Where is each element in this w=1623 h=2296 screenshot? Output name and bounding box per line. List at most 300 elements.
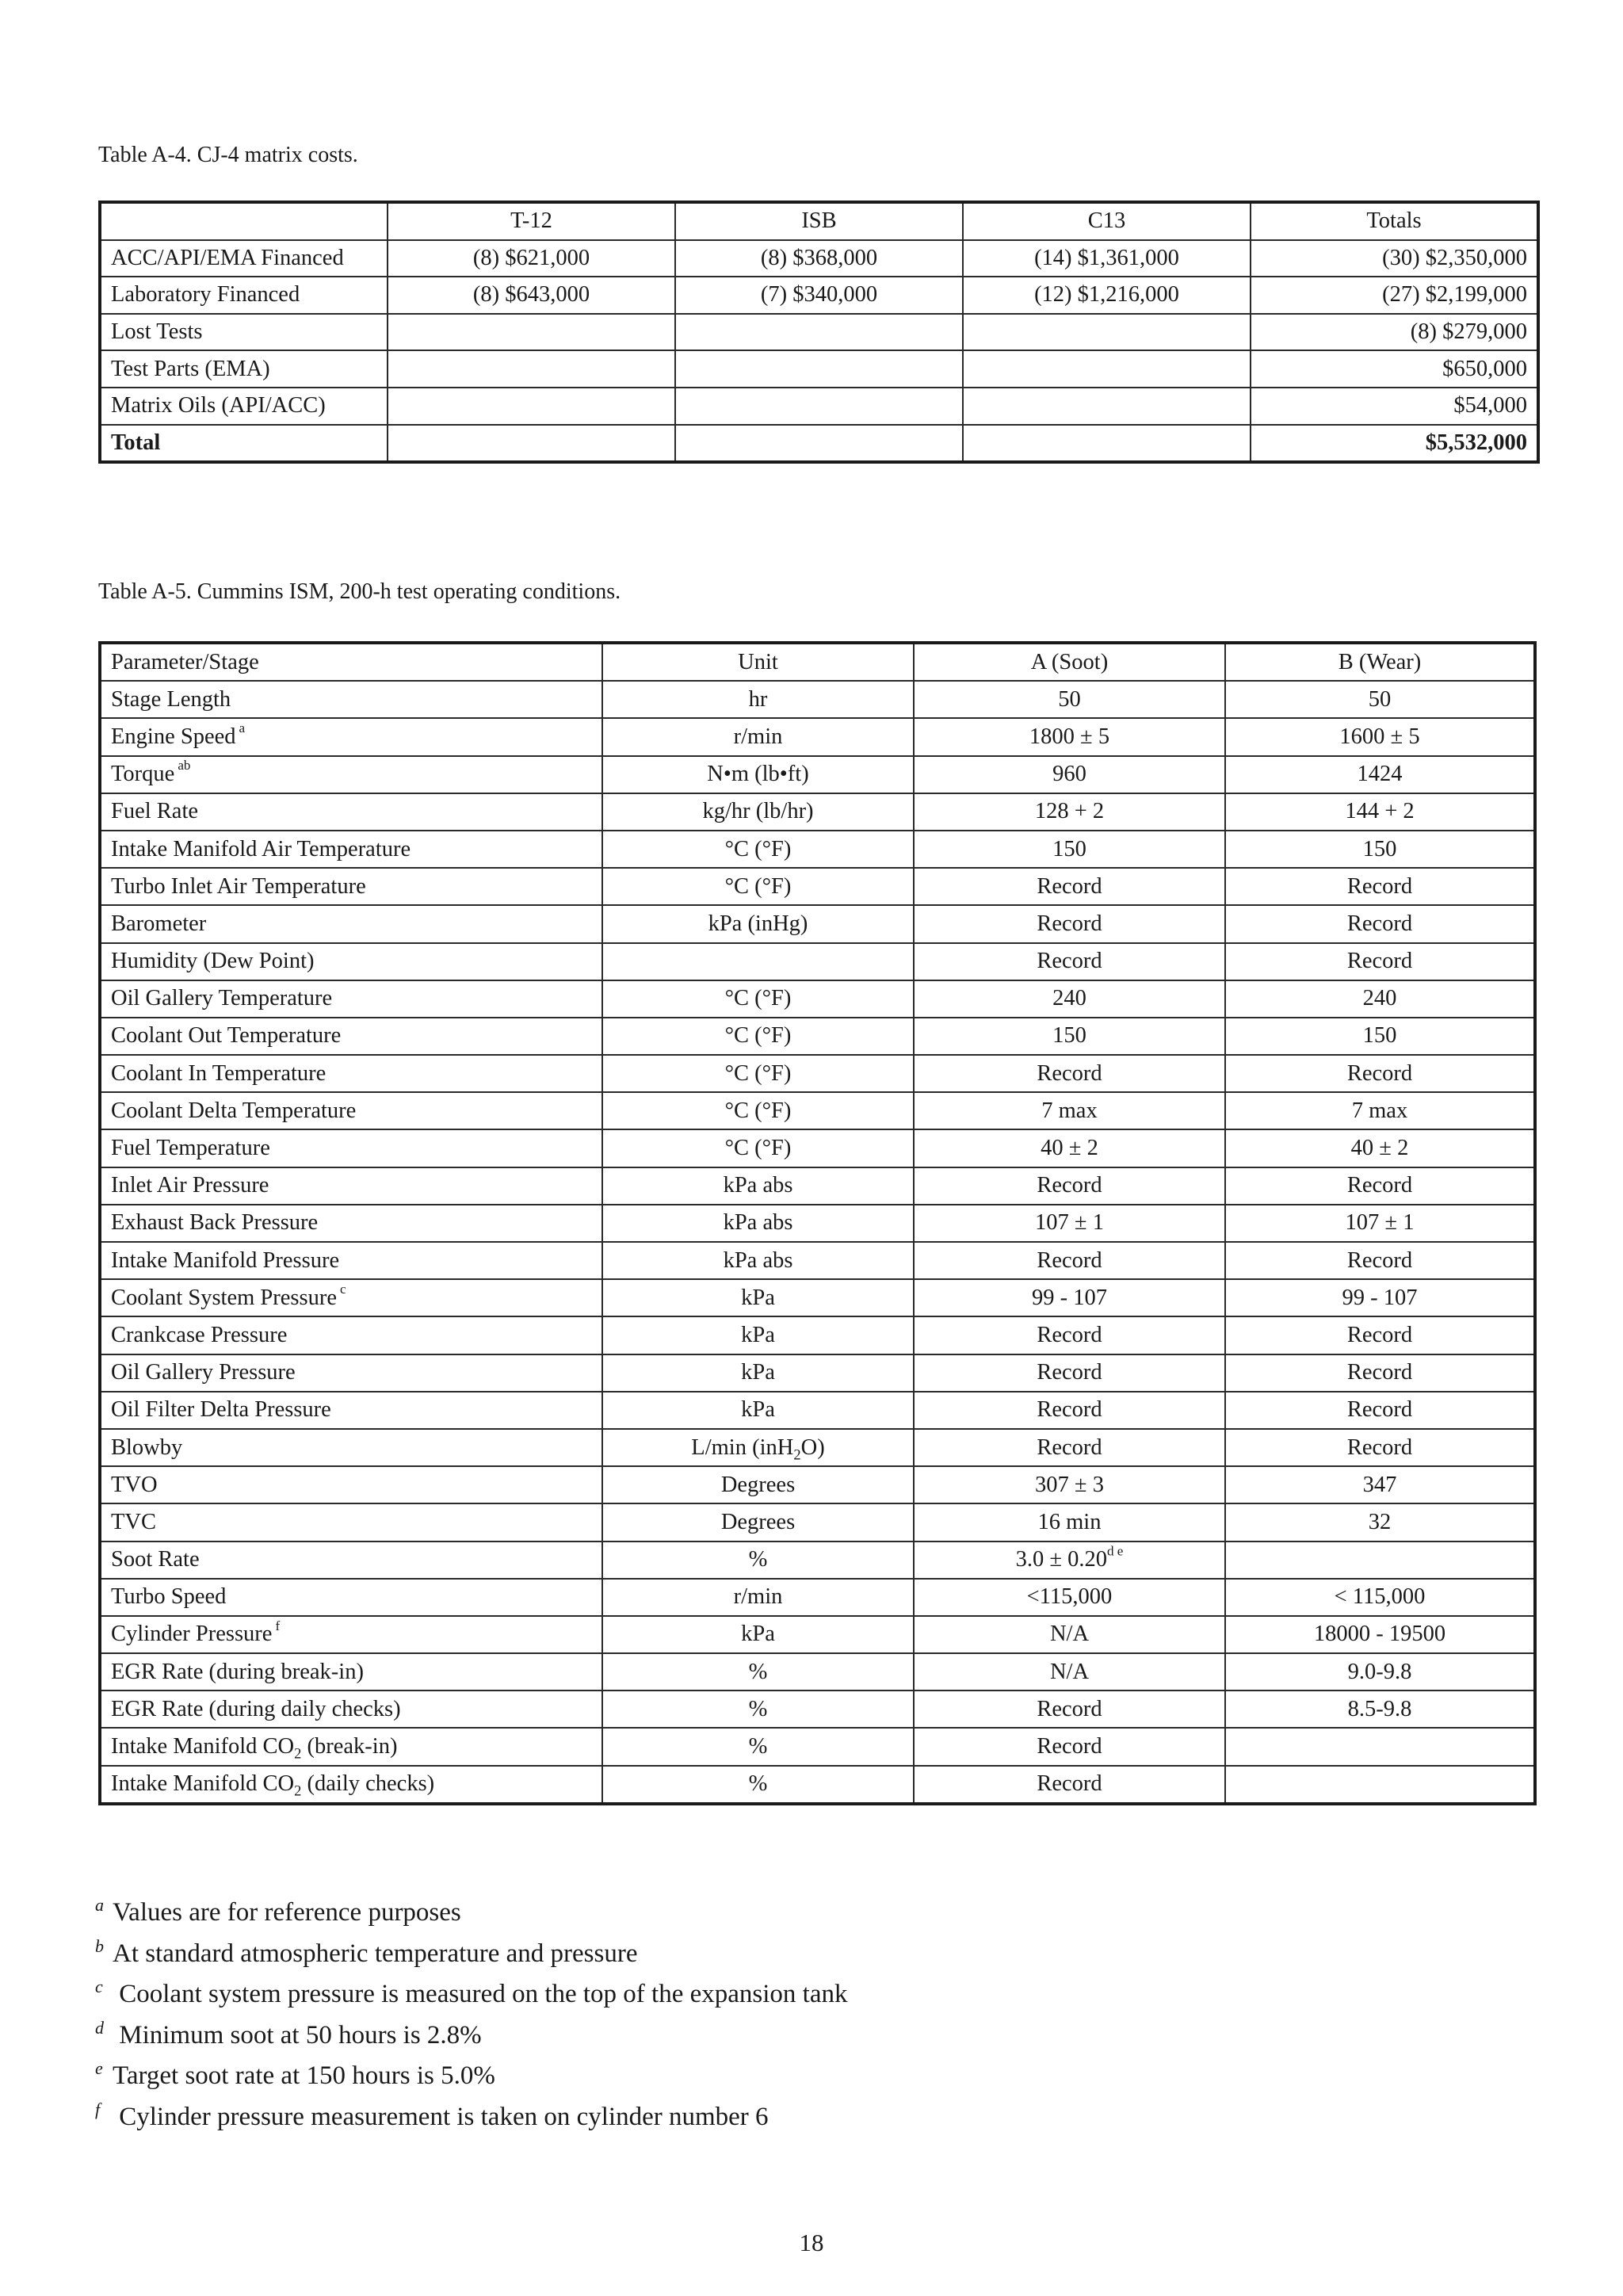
operating-conditions-body [100,643,1535,1804]
cell-text: < 115,000 [1334,1584,1426,1610]
cell-text: 40 ± 2 [1350,1136,1409,1161]
cell-text: EGR Rate (during daily checks) [111,1696,401,1721]
cell-text: 144 + 2 [1345,799,1415,824]
footnote-ref: c [340,1282,346,1297]
table-cell [1225,793,1535,831]
table-row [100,1018,1535,1055]
table-cell [602,1018,914,1055]
table-cell [100,1766,602,1804]
cell-text: 240 [1362,986,1397,1011]
cell-text: Blowby [111,1435,183,1460]
cell-text: N/A [1049,1659,1090,1684]
table-cell [1225,980,1535,1018]
cell-text: kPa abs [723,1247,793,1273]
cell-text: 1600 ± 5 [1339,724,1420,749]
cell-text: 9.0-9.8 [1347,1659,1412,1684]
table-cell [1225,1541,1535,1579]
cell-text: Coolant In Temperature [111,1060,327,1086]
table-cell: (12) $1,216,000 [963,277,1251,314]
cell-text: Record [1037,1435,1102,1460]
table-cell [100,1129,602,1167]
table-row [100,1354,1535,1392]
table-cell [914,1055,1225,1092]
cell-text: °C (°F) [724,836,792,861]
table-cell [914,1354,1225,1392]
table-cell [100,1279,602,1316]
cell-text: Barometer [111,911,207,936]
table-cell [914,1728,1225,1765]
table-cell [602,756,914,793]
cell-text: kPa abs [723,1210,793,1236]
cell-text: Intake Manifold $CO_2$ (daily checks) [111,1771,435,1800]
table-cell [1225,1242,1535,1279]
table-cell [1225,1766,1535,1804]
cell-text: Degrees [720,1509,796,1534]
cell-text: TVC [111,1509,156,1534]
table-cell [602,718,914,755]
table-row [100,1279,1535,1316]
cell-text: Record [1346,1360,1413,1385]
cell-text: 347 [1362,1472,1397,1497]
cell-text: 107 ± 1 [1345,1210,1415,1236]
table-row [100,1690,1535,1728]
table-cell [914,1429,1225,1466]
cell-text: % [748,1696,768,1721]
table-cell [100,1503,602,1541]
table-cell: (14) $1,361,000 [963,240,1251,277]
table-cell [1225,1429,1535,1466]
table-cell [100,905,602,942]
cell-text: N/A [1049,1622,1090,1647]
cell-text: Record [1346,1322,1413,1347]
table-cell [914,1205,1225,1242]
cell-text: Oil Filter Delta Pressure [111,1397,331,1423]
table-cell [675,350,963,388]
table-cell [914,1092,1225,1129]
cell-text: Record [1346,1247,1413,1273]
table-cell [100,1541,602,1579]
cell-text: 8.5-9.8 [1347,1696,1412,1721]
footnote [95,1930,847,1971]
cell-text: 7 max [1351,1098,1408,1123]
table-cell [100,1354,602,1392]
table-cell: ACC/API/EMA Financed [100,240,388,277]
footnote-mark: b [95,1935,104,1956]
cell-text: Record [1037,949,1102,974]
header-cell: Parameter/Stage [100,643,602,681]
table-cell [1225,1092,1535,1129]
cell-text: °C (°F) [724,1098,792,1123]
table-cell [1225,681,1535,718]
cell-text: Exhaust Back Pressure [111,1210,319,1236]
footnote-text: At standard atmospheric temperature and pressure [113,1939,638,1968]
cell-text: Turbo Speed [111,1584,227,1610]
table-cell [602,1167,914,1205]
table-cell [914,1579,1225,1616]
table-total-row [100,425,1538,463]
table-cell [100,756,602,793]
cell-text: 128 + 2 [1034,799,1105,824]
table-row [100,1055,1535,1092]
table-cell [914,1653,1225,1690]
table-cell [914,943,1225,980]
cell-text: °C (°F) [724,1136,792,1161]
cell-text: Record [1037,1360,1102,1385]
cell-text: % [748,1734,768,1759]
table-cell [100,1579,602,1616]
table-row [100,1429,1535,1466]
table-cell [963,314,1251,351]
footnote-mark: e [95,2058,103,2079]
cell-text: Intake Manifold Pressure [111,1247,340,1273]
table-cell [602,793,914,831]
cell-text: Record [1346,1173,1413,1198]
cell-text: 99 - 107 [1032,1285,1107,1310]
table-cell [1225,1503,1535,1541]
cell-text: Intake Manifold $CO_2$ (break-in) [111,1734,398,1763]
cell-text: 150 [1362,1023,1397,1049]
cell-text: hr [748,686,768,712]
table-cell [1225,718,1535,755]
cell-text: kPa [741,1397,775,1423]
table-row [100,1766,1535,1804]
table-cell [100,681,602,718]
cell-text: 16 min [1037,1509,1102,1534]
cell-text: 3.0 ± 0.20 [1015,1547,1107,1572]
footnote [95,2093,847,2134]
cell-text: kPa (inHg) [708,911,808,936]
table-cell [602,831,914,868]
table-row [100,277,1538,314]
operating-conditions-table [98,641,1537,1805]
cell-text: Record [1037,1734,1102,1759]
table-cell [963,388,1251,425]
table-row [100,793,1535,831]
table-row [100,905,1535,942]
table-cell [602,1129,914,1167]
cell-text: Intake Manifold Air Temperature [111,836,411,861]
table-cell: Lost Tests [100,314,388,351]
cell-text: TVO [111,1472,158,1497]
cell-text: Oil Gallery Temperature [111,986,333,1011]
header-cell: Totals [1251,202,1538,240]
table-row [100,681,1535,718]
table-cell: (30) $2,350,000 [1251,240,1538,277]
cell-text: Degrees [720,1472,796,1497]
table-cell [914,793,1225,831]
table-cell: Test Parts (EMA) [100,350,388,388]
table-cell [388,314,675,351]
table-row [100,1129,1535,1167]
table-cell: Matrix Oils (API/ACC) [100,388,388,425]
cell-text: Record [1037,1060,1102,1086]
table-cell [602,1466,914,1503]
footnote-text: Minimum soot at 50 hours is 2.8% [113,2020,482,2050]
table-row [100,980,1535,1018]
table-cell [1225,1690,1535,1728]
cell-text: Record [1037,1247,1102,1273]
table-cell [602,1392,914,1429]
cell-text: r/min [733,724,783,749]
cell-text: 40 ± 2 [1041,1136,1098,1161]
table-cell [100,1728,602,1765]
cell-text: Record [1346,1435,1413,1460]
table-cell [1225,1354,1535,1392]
cell-text: Coolant Out Temperature [111,1023,342,1049]
table-cell [1225,1466,1535,1503]
cell-text: r/min [733,1584,783,1610]
table-cell: $54,000 [1251,388,1538,425]
table-cell [914,1316,1225,1354]
table-row [100,1466,1535,1503]
table-cell [914,756,1225,793]
table-cell [675,314,963,351]
cell-text: kPa [741,1285,775,1310]
cell-text: Fuel Temperature [111,1136,270,1161]
table-cell [602,1055,914,1092]
table-row [100,1092,1535,1129]
cell-text: 99 - 107 [1342,1285,1418,1310]
cell-text: <115,000 [1026,1584,1113,1610]
cell-text: Record [1037,1771,1102,1797]
table-cell [914,1018,1225,1055]
table-cell [100,1429,602,1466]
table-cell [388,388,675,425]
cell-text: % [748,1659,768,1684]
table-cell [1225,1018,1535,1055]
cell-text: °C (°F) [724,986,792,1011]
table-cell [914,1129,1225,1167]
table-cell [602,1316,914,1354]
footnote-ref: a [239,720,246,736]
footnote-mark: c [95,1977,103,1997]
table-cell [1225,831,1535,868]
cell-text: Inlet Air Pressure [111,1173,269,1198]
table-cell [602,1092,914,1129]
table-cell [1225,1129,1535,1167]
table-cell [602,1429,914,1466]
table-cell [602,1616,914,1653]
table-cell [1225,905,1535,942]
table-cell [602,681,914,718]
cell-text: Record [1037,1696,1102,1721]
table-cell [388,425,675,463]
table-cell [602,1354,914,1392]
table-cell [602,1541,914,1579]
table-cell [914,1242,1225,1279]
table-cell: (8) $621,000 [388,240,675,277]
table-row [100,718,1535,755]
table-cell [1225,1392,1535,1429]
cell-text: 150 [1362,836,1397,861]
table-row [100,943,1535,980]
table-cell: (7) $340,000 [675,277,963,314]
table-cell [1225,1279,1535,1316]
cell-text: Record [1346,1060,1413,1086]
cell-text: Coolant System Pressure [111,1285,337,1310]
table-cell: (8) $368,000 [675,240,963,277]
table-row [100,1316,1535,1354]
cell-text: kPa abs [723,1173,793,1198]
cell-text: Oil Gallery Pressure [111,1360,296,1385]
footnote-mark: f [95,2099,101,2119]
table-header-row [100,202,1538,240]
table-row [100,1541,1535,1579]
header-cell [100,202,388,240]
table-cell [100,831,602,868]
header-cell: ISB [675,202,963,240]
table-cell: Laboratory Financed [100,277,388,314]
table-row [100,388,1538,425]
cell-text: 18000 - 19500 [1313,1622,1446,1647]
cell-text: 1424 [1357,762,1403,787]
cell-text: 240 [1052,986,1086,1011]
table-cell [914,1690,1225,1728]
cell-text: 50 [1058,686,1081,712]
footnote-text: Coolant system pressure is measured on the top of the expansion tank [113,1980,848,2009]
table-cell [914,1541,1225,1579]
table-row [100,350,1538,388]
table-row [100,868,1535,905]
footnote [95,1889,847,1930]
footnote [95,2052,847,2093]
table-cell [914,831,1225,868]
table-cell [602,1503,914,1541]
table-cell [100,1690,602,1728]
table-row [100,1616,1535,1653]
cell-text: °C (°F) [724,1060,792,1086]
cell-text: Record [1346,949,1413,974]
table-cell [914,1279,1225,1316]
table-cell [388,350,675,388]
cell-text: 1800 ± 5 [1029,724,1110,749]
table-cell [914,905,1225,942]
table-row [100,831,1535,868]
table-cell [1225,1167,1535,1205]
cell-text: kg/hr (lb/hr) [702,799,814,824]
header-cell: A (Soot) [914,643,1225,681]
table-cell [1225,868,1535,905]
cell-text: Record [1346,873,1413,899]
table-a5-caption: Table A-5. Cummins ISM, 200-h test operating conditions. [98,579,621,604]
header-cell: C13 [963,202,1251,240]
table-cell [1225,1055,1535,1092]
footnotes [95,1889,847,2134]
table-cell [100,1392,602,1429]
table-cell [602,1766,914,1804]
table-cell [963,350,1251,388]
table-row [100,314,1538,351]
cell-text: EGR Rate (during break-in) [111,1659,364,1684]
table-cell: $650,000 [1251,350,1538,388]
table-cell: $5,532,000 [1251,425,1538,463]
table-cell [100,1018,602,1055]
table-header-row [100,643,1535,681]
table-cell: (8) $279,000 [1251,314,1538,351]
cell-text: 32 [1368,1509,1392,1534]
cell-text: 50 [1368,686,1392,712]
table-cell [602,1653,914,1690]
table-cell: Total [100,425,388,463]
table-cell [963,425,1251,463]
table-cell [100,1316,602,1354]
table-cell [914,1392,1225,1429]
cell-text: 307 ± 3 [1035,1472,1104,1497]
table-row [100,1167,1535,1205]
table-cell [914,718,1225,755]
cell-text: kPa [741,1322,775,1347]
cell-text: Record [1346,1397,1413,1423]
cell-text: Engine Speed [111,724,236,749]
table-cell [1225,943,1535,980]
table-cell [1225,1728,1535,1765]
table-cell [100,1466,602,1503]
cell-text: N•m (lb•ft) [707,762,809,787]
cell-text: Fuel Rate [111,799,199,824]
table-cell [914,868,1225,905]
cell-text: Turbo Inlet Air Temperature [111,873,366,899]
table-a4-caption: Table A-4. CJ-4 matrix costs. [98,143,358,167]
table-cell [675,388,963,425]
table-row [100,1653,1535,1690]
cell-text: Stage Length [111,686,231,712]
table-cell [602,1279,914,1316]
footnote-text: Values are for reference purposes [113,1898,461,1927]
table-row [100,1392,1535,1429]
table-cell [602,1205,914,1242]
page-number: 18 [799,2229,824,2256]
header-cell: T-12 [388,202,675,240]
cell-text: L/min (inH$_2$O) [691,1435,825,1463]
cell-text: 960 [1052,762,1086,787]
table-cell [100,1653,602,1690]
cell-text: Record [1346,911,1413,936]
cell-text: kPa [741,1622,775,1647]
table-cell [100,793,602,831]
cell-text: Coolant Delta Temperature [111,1098,357,1123]
cell-text: 107 ± 1 [1035,1210,1104,1236]
table-cell [1225,1316,1535,1354]
table-cell [100,1205,602,1242]
table-cell [100,718,602,755]
cell-text: Record [1037,1173,1102,1198]
cell-text: kPa [741,1360,775,1385]
table-cell [675,425,963,463]
footnote-mark: d [95,2017,104,2038]
table-cell [100,943,602,980]
table-cell: (8) $643,000 [388,277,675,314]
cell-text: Cylinder Pressure [111,1622,273,1647]
table-cell [100,980,602,1018]
cell-text: Record [1037,1322,1102,1347]
table-row [100,1503,1535,1541]
table-cell [1225,1616,1535,1653]
table-cell [100,1242,602,1279]
table-row [100,1205,1535,1242]
table-cell [1225,1653,1535,1690]
table-cell [1225,1579,1535,1616]
table-cell [602,943,914,980]
footnote-text: Target soot rate at 150 hours is 5.0% [113,2061,495,2091]
cell-text: Record [1037,911,1102,936]
cell-text: 150 [1052,836,1086,861]
table-cell [914,681,1225,718]
table-cell: (27) $2,199,000 [1251,277,1538,314]
table-cell [100,1055,602,1092]
table-cell [602,1728,914,1765]
table-cell [914,1466,1225,1503]
table-cell [602,868,914,905]
